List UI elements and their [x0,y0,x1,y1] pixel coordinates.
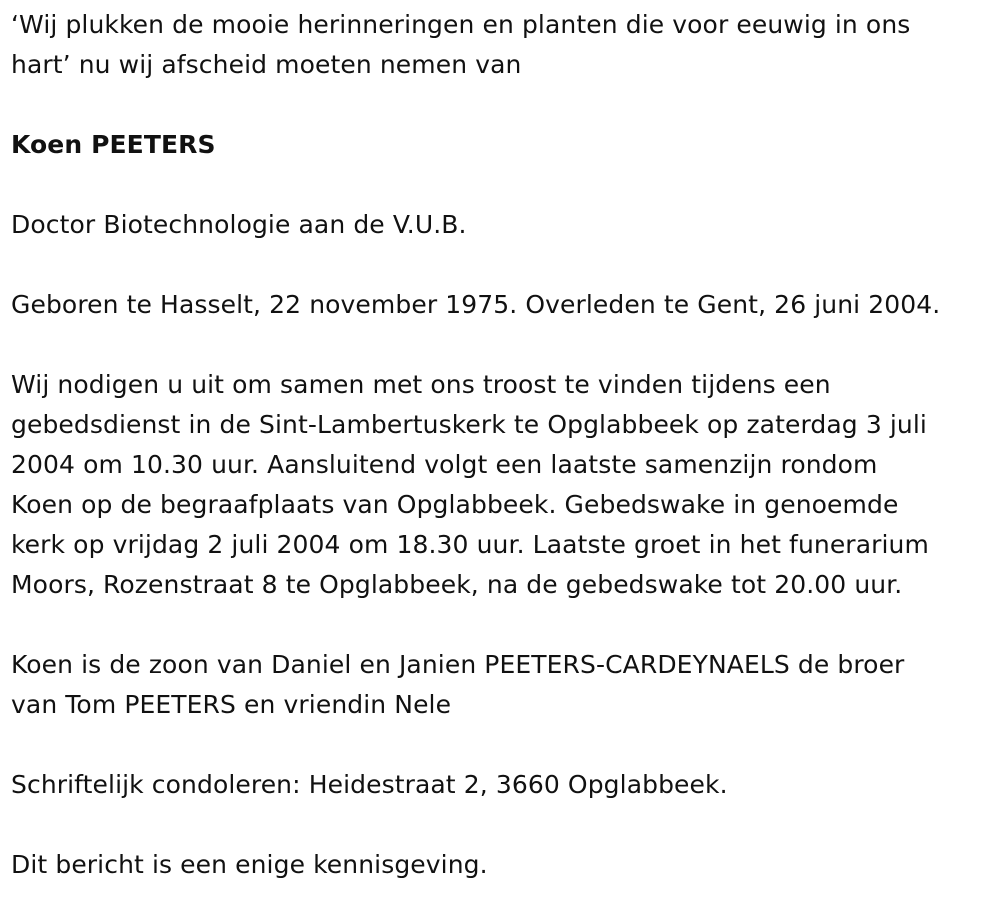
quote-line: ‘Wij plukken de mooie herinneringen en planten die voor eeuwig in ons [11,10,911,39]
invitation-line: Koen op de begraafplaats van Opglabbeek. Gebedswake in genoemde [11,490,899,519]
deceased-title: Doctor Biotechnologie aan de V.U.B. [11,210,467,239]
condolence-address: Schriftelijk condoleren: Heidestraat 2, 3660 Opglabbeek. [11,770,728,799]
invitation-line: kerk op vrijdag 2 juli 2004 om 18.30 uur. Laatste groet in het funerarium [11,530,929,559]
closing-note: Dit bericht is een enige kennisgeving. [11,850,488,879]
invitation-line: Wij nodigen u uit om samen met ons troost te vinden tijdens een [11,370,831,399]
quote-line: hart’ nu wij afscheid moeten nemen van [11,50,522,79]
invitation-line: 2004 om 10.30 uur. Aansluitend volgt een laatste samenzijn rondom [11,450,878,479]
family-line: van Tom PEETERS en vriendin Nele [11,690,452,719]
birth-death-dates: Geboren te Hasselt, 22 november 1975. Overleden te Gent, 26 juni 2004. [11,290,941,319]
deceased-name: Koen PEETERS [11,130,216,159]
family-line: Koen is de zoon van Daniel en Janien PEETERS-CARDEYNAELS de broer [11,650,905,679]
invitation-line: gebedsdienst in de Sint-Lambertuskerk te Opglabbeek op zaterdag 3 juli [11,410,927,439]
invitation-line: Moors, Rozenstraat 8 te Opglabbeek, na de gebedswake tot 20.00 uur. [11,570,903,599]
family-relations [11,645,995,725]
obituary-notice [11,5,995,885]
service-invitation [11,365,995,605]
opening-quote [11,5,995,85]
